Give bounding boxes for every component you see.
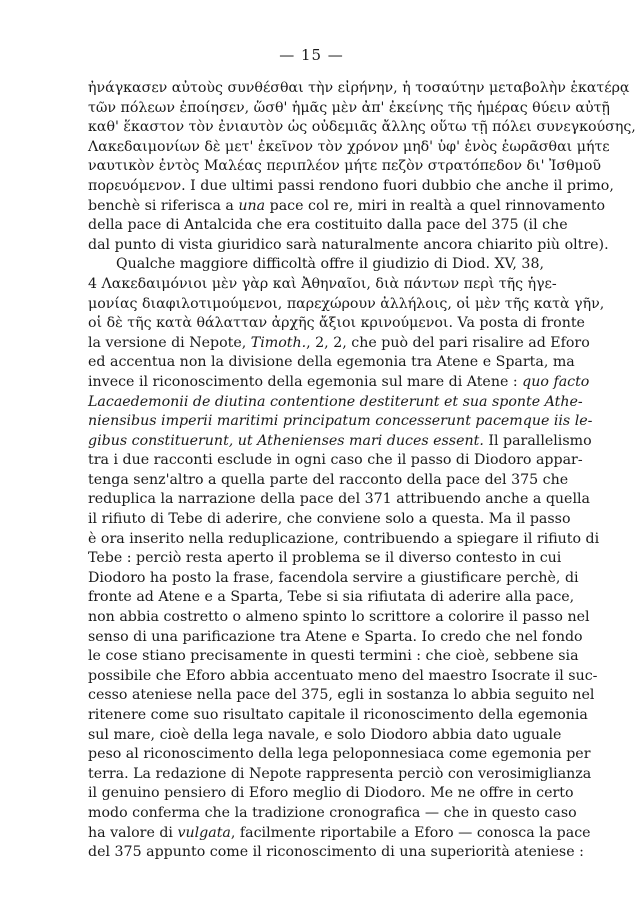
text-segment: peso al riconoscimento della lega peloponnesiaca come egemonia per xyxy=(88,746,591,763)
text-segment: pace col re, miri in realtà a quel rinnovamento xyxy=(265,197,606,214)
text-line xyxy=(88,79,630,99)
text-segment: Qualche maggiore difficoltà offre il giudizio di Diod. XV, 38, xyxy=(116,256,544,273)
text-line xyxy=(88,804,577,824)
text-line xyxy=(88,255,544,275)
text-line xyxy=(88,569,579,589)
text-segment: cesso ateniese nella pace del 375, egli in sostanza lo abbia seguito nel xyxy=(88,687,595,704)
text-segment: è ora inserito nella reduplicazione, contribuendo a spiegare il rifiuto di xyxy=(88,530,600,547)
text-line xyxy=(88,295,605,315)
page-number: — 15 — xyxy=(279,46,344,64)
text-segment: , facilmente riportabile a Eforo — conosca la pace xyxy=(230,824,591,841)
text-segment: le cose stiano precisamente in questi termini : che cioè, sebbene sia xyxy=(88,648,579,665)
text-segment: ha valore di xyxy=(88,824,178,841)
text-line xyxy=(88,667,598,687)
text-line xyxy=(88,353,575,373)
text-segment: ναυτικὸν ἐντὸς Μαλέας περιπλέον μήτε πεζὸν στρατόπεδον δι' Ἰσθμοῦ xyxy=(88,158,602,175)
text-line xyxy=(88,628,583,648)
text-segment: Λακεδαιμονίων δὲ μετ' ἐκεῖνον τὸν χρόνον μηδ' ὑφ' ἑνὸς ἑωρᾶσθαι μήτε xyxy=(88,138,610,155)
text-line xyxy=(88,824,591,844)
text-segment: invece il riconoscimento della egemonia sul mare di Atene : xyxy=(88,373,523,390)
text-segment: τῶν πόλεων ἐποίησεν, ὥσθ' ἡμᾶς μὲν ἀπ' ἐκείνης τῆς ἡμέρας θύειν αὐτῇ xyxy=(88,99,610,116)
text-line xyxy=(88,745,591,765)
text-line xyxy=(88,197,606,217)
text-line xyxy=(88,647,579,667)
text-segment: la versione di Nepote, xyxy=(88,334,251,351)
text-segment: possibile che Eforo abbia accentuato meno del maestro Isocrate il suc- xyxy=(88,667,598,684)
italic-text: quo facto xyxy=(522,373,590,390)
text-line xyxy=(88,706,588,726)
text-segment: dal punto di vista giuridico sarà naturalmente ancora chiarito più oltre). xyxy=(88,236,609,253)
text-line xyxy=(88,275,557,295)
text-segment: οἱ δὲ τῆς κατὰ θάλατταν ἀρχῆς ἄξιοι κρινούμενοι. Va posta di fronte xyxy=(88,315,585,332)
text-line xyxy=(88,118,636,138)
text-segment: il genuino pensiero di Eforo meglio di Diodoro. Me ne offre in certo xyxy=(88,785,574,802)
text-line xyxy=(88,236,609,256)
text-line xyxy=(88,588,575,608)
italic-text: Timoth. xyxy=(250,334,307,351)
text-segment: non abbia costretto o almeno spinto lo scrittore a colorire il passo nel xyxy=(88,609,590,626)
text-segment: senso di una parificazione tra Atene e Sparta. Io credo che nel fondo xyxy=(88,628,583,645)
text-line xyxy=(88,451,583,471)
text-segment: Il parallelismo xyxy=(483,432,592,449)
text-line xyxy=(88,393,583,413)
text-segment: Tebe : perciò resta aperto il problema se il diverso contesto in cui xyxy=(88,550,562,567)
italic-text: vulgata xyxy=(177,824,231,841)
text-line xyxy=(88,765,592,785)
text-segment: tenga senz'altro a quella parte del racconto della pace del 375 che xyxy=(88,471,569,488)
italic-text: gibus constituerunt, ut Athenienses mari duces essent. xyxy=(88,432,484,449)
text-line xyxy=(88,314,585,334)
text-line xyxy=(88,138,610,158)
text-segment: terra. La redazione di Nepote rappresenta perciò con verosimiglianza xyxy=(88,765,592,782)
text-segment: ritenere come suo risultato capitale il riconoscimento della egemonia xyxy=(88,707,588,723)
text-segment: modo conferma che la tradizione cronografica — che in questo caso xyxy=(88,804,577,821)
text-segment: 4 Λακεδαιμόνιοι μὲν γὰρ καὶ Ἀθηναῖοι, διὰ πάντων περὶ τῆς ἡγε- xyxy=(88,275,557,292)
text-segment: ed accentua non la divisione della egemonia tra Atene e Sparta, ma xyxy=(88,354,575,371)
text-segment: reduplica la narrazione della pace del 371 attribuendo anche a quella xyxy=(88,491,590,508)
text-line xyxy=(88,686,595,706)
text-line xyxy=(88,432,592,452)
text-line xyxy=(88,549,562,569)
text-segment: Diodoro ha posto la frase, facendola servire a giustificare perchè, di xyxy=(88,569,579,586)
text-line xyxy=(88,334,590,354)
text-segment: , 2, 2, che può del pari risalire ad Eforo xyxy=(306,334,590,351)
body-text xyxy=(88,79,636,863)
text-line xyxy=(88,177,614,197)
text-segment: sul mare, cioè della lega navale, e solo Diodoro abbia dato uguale xyxy=(88,726,562,743)
text-segment: del 375 appunto come il riconoscimento di una superiorità ateniese : xyxy=(88,844,584,861)
text-line xyxy=(88,510,571,530)
text-segment: πορευόμενον. I due ultimi passi rendono fuori dubbio che anche il primo, xyxy=(88,177,614,194)
text-segment: della pace di Antalcida che era costituito dalla pace del 375 (il che xyxy=(88,217,568,234)
text-segment: tra i due racconti esclude in ogni caso che il passo di Diodoro appar- xyxy=(88,452,583,469)
text-segment: μονίας διαφιλοτιμούμενοι, παρεχώρουν ἀλλήλοις, οἱ μὲν τῆς κατὰ γῆν, xyxy=(88,295,605,312)
text-line xyxy=(88,490,590,510)
text-line xyxy=(88,99,610,119)
text-line xyxy=(88,726,562,746)
text-line xyxy=(88,784,574,804)
text-line xyxy=(88,530,600,550)
text-line xyxy=(88,608,590,628)
italic-text: niensibus imperii maritimi principatum concesserunt pacemque iis le- xyxy=(88,413,593,430)
italic-text: Lacaedemonii de diutina contentione destiterunt et sua sponte Athe- xyxy=(88,393,583,410)
text-segment: fronte ad Atene e a Sparta, Tebe si sia rifiutata di aderire alla pace, xyxy=(88,589,575,606)
text-segment: καθ' ἕκαστον τὸν ἐνιαυτὸν ὡς οὐδεμιᾶς ἄλλης οὕτω τῇ πόλει συνεγκούσης, xyxy=(88,119,636,136)
text-segment: il rifiuto di Tebe di aderire, che conviene solo a questa. Ma il passo xyxy=(88,511,571,528)
text-line xyxy=(88,471,569,491)
text-line xyxy=(88,843,584,863)
text-line xyxy=(88,373,590,393)
italic-text: una xyxy=(238,197,266,214)
text-segment: ἠνάγκασεν αὐτοὺς συνθέσθαι τὴν εἰρήνην, ἡ τοσαύτην μεταβολὴν ἑκατέρᾳ xyxy=(88,80,630,96)
text-line xyxy=(88,157,602,177)
text-line xyxy=(88,412,593,432)
text-line xyxy=(88,216,568,236)
text-segment: benchè si riferisca a xyxy=(88,197,239,214)
